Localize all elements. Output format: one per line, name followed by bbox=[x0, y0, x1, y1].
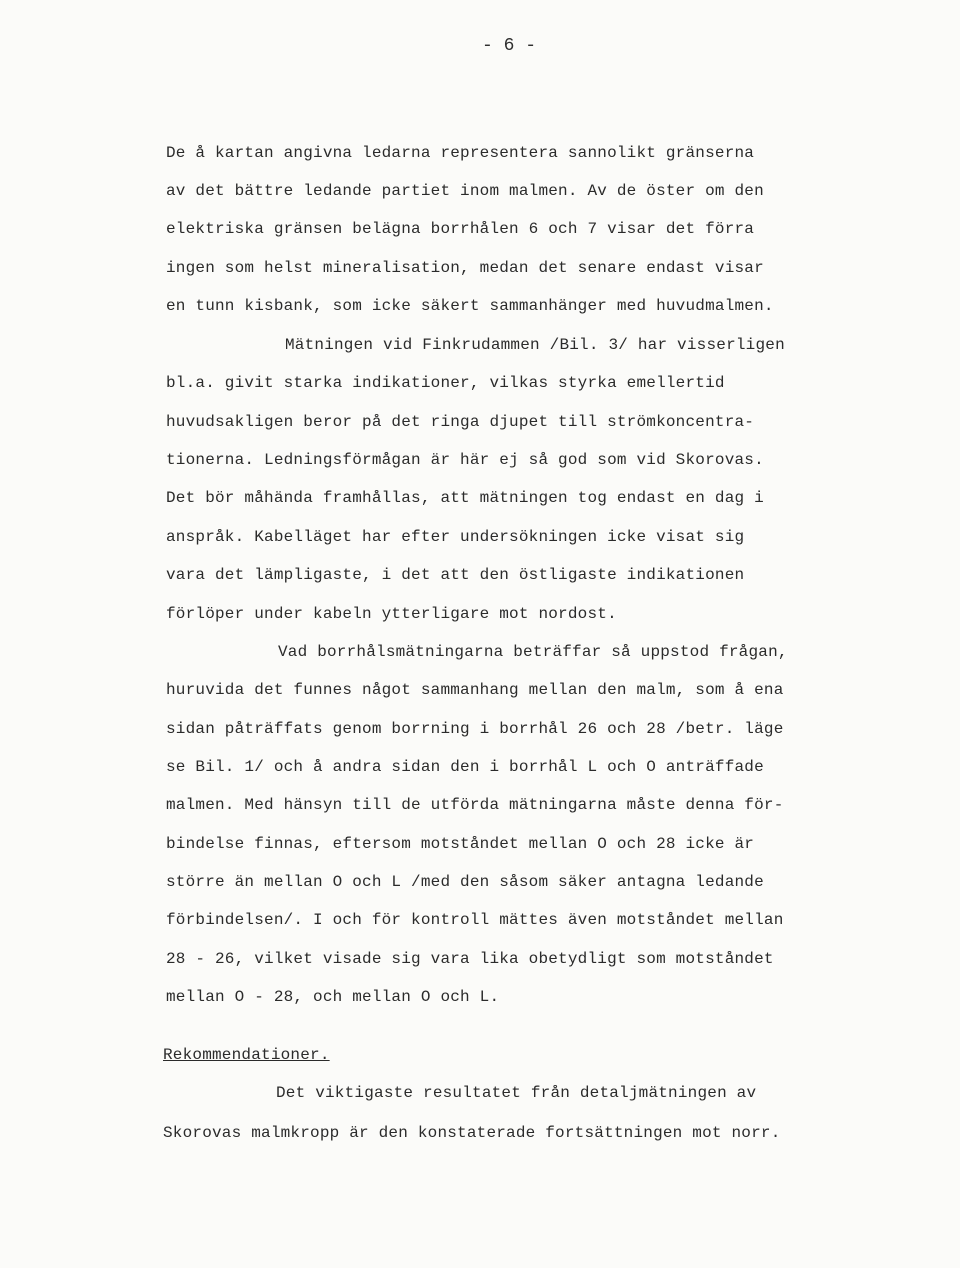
text-line-1: De å kartan angivna ledarna representera sannolikt gränserna bbox=[166, 144, 755, 162]
text-line-15: huruvida det funnes något sammanhang mellan den malm, som å ena bbox=[166, 681, 784, 699]
closing-line-1: Det viktigaste resultatet från detaljmätningen av bbox=[276, 1084, 757, 1102]
text-line-3: elektriska gränsen belägna borrhålen 6 och 7 visar det förra bbox=[166, 220, 755, 238]
text-line-16: sidan påträffats genom borrning i borrhål 26 och 28 /betr. läge bbox=[166, 720, 784, 738]
text-line-19: bindelse finnas, eftersom motståndet mellan O och 28 icke är bbox=[166, 835, 755, 853]
text-line-22: 28 - 26, vilket visade sig vara lika obetydligt som motståndet bbox=[166, 950, 774, 968]
text-line-21: förbindelsen/. I och för kontroll mättes även motståndet mellan bbox=[166, 911, 784, 929]
text-line-5: en tunn kisbank, som icke säkert sammanhänger med huvudmalmen. bbox=[166, 297, 774, 315]
text-line-6: Mätningen vid Finkrudammen /Bil. 3/ har visserligen bbox=[285, 336, 785, 354]
text-line-8: huvudsakligen beror på det ringa djupet till strömkoncentra- bbox=[166, 413, 755, 431]
text-line-10: Det bör måhända framhållas, att mätningen tog endast en dag i bbox=[166, 489, 764, 507]
text-line-20: större än mellan O och L /med den såsom säker antagna ledande bbox=[166, 873, 764, 891]
closing-line-2: Skorovas malmkropp är den konstaterade fortsättningen mot norr. bbox=[163, 1124, 781, 1142]
text-line-17: se Bil. 1/ och å andra sidan den i borrhål L och O anträffade bbox=[166, 758, 764, 776]
section-heading: Rekommendationer. bbox=[163, 1046, 330, 1064]
text-line-12: vara det lämpligaste, i det att den östligaste indikationen bbox=[166, 566, 745, 584]
page-number: - 6 - bbox=[481, 36, 536, 56]
text-line-18: malmen. Med hänsyn till de utförda mätningarna måste denna för- bbox=[166, 796, 784, 814]
text-line-9: tionerna. Ledningsförmågan är här ej så god som vid Skorovas. bbox=[166, 451, 764, 469]
text-line-7: bl.a. givit starka indikationer, vilkas styrka emellertid bbox=[166, 374, 725, 392]
text-line-2: av det bättre ledande partiet inom malmen. Av de öster om den bbox=[166, 182, 764, 200]
text-line-23: mellan O - 28, och mellan O och L. bbox=[166, 988, 500, 1006]
text-line-11: anspråk. Kabelläget har efter undersökningen icke visat sig bbox=[166, 528, 745, 546]
text-line-13: förlöper under kabeln ytterligare mot nordost. bbox=[166, 605, 617, 623]
text-line-4: ingen som helst mineralisation, medan det senare endast visar bbox=[166, 259, 764, 277]
text-line-14: Vad borrhålsmätningarna beträffar så uppstod frågan, bbox=[278, 643, 788, 661]
